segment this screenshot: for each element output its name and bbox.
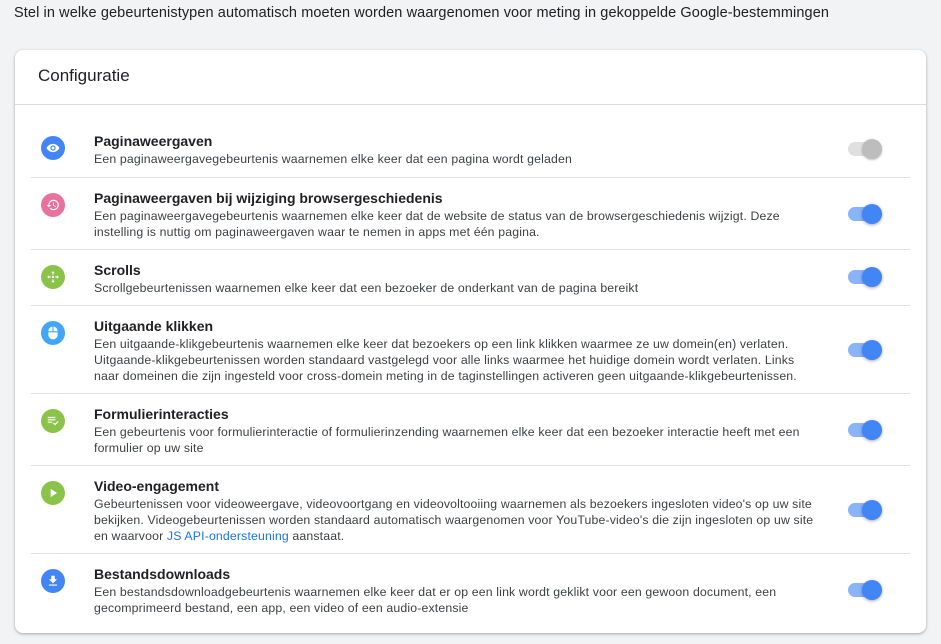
setting-row-history-change: [31, 178, 910, 250]
event-settings-list: [15, 105, 926, 626]
setting-description: Een paginaweergavegebeurtenis waarnemen elke keer dat een pagina wordt geladen: [94, 152, 572, 166]
mouse-icon: [41, 321, 65, 345]
setting-row-scrolls: [31, 250, 910, 306]
setting-row-outbound-clicks: [31, 306, 910, 394]
setting-description: [94, 496, 820, 544]
page-intro-text: Stel in welke gebeurtenistypen automatisch moeten worden waargenomen voor meting in gekoppelde Google-bestemmingen: [14, 5, 830, 21]
setting-title: Paginaweergaven bij wijziging browsergeschiedenis: [94, 190, 443, 206]
video-description-suffix: aanstaat.: [288, 529, 345, 543]
configuration-card: [15, 50, 926, 633]
setting-description: Een uitgaande-klikgebeurtenis waarnemen elke keer dat bezoekers op een link klikken waarmee ze uw domein(en) verlaten. Uitgaande-klikgebeurtenissen worden standaard vastgelegd voor alle links waarmee het huidige domein wordt verlaten. Links naar domeinen die zijn ingesteld voor cross-domein meting in de taginstellingen activeren geen uitgaande-klikgebeurtenissen.: [94, 337, 797, 383]
setting-description: Scrollgebeurtenissen waarnemen elke keer dat een bezoeker de onderkant van de pagina bereikt: [94, 281, 639, 295]
play-icon: [41, 481, 65, 505]
setting-title: Scrolls: [94, 262, 141, 278]
scrolls-toggle[interactable]: [848, 267, 882, 287]
setting-description: Een gebeurtenis voor formulierinteractie of formulierinzending waarnemen elke keer dat een bezoeker interactie heeft met een formulier op uw site: [94, 425, 800, 455]
setting-title: Bestandsdownloads: [94, 566, 231, 582]
video-engagement-toggle[interactable]: [848, 500, 882, 520]
scroll-arrows-icon: [41, 265, 65, 289]
setting-row-video-engagement: [31, 466, 910, 554]
file-downloads-toggle[interactable]: [848, 580, 882, 600]
video-description-text: Gebeurtenissen voor videoweergave, videovoortgang en videovoltooiing waarnemen als bezoekers ingesloten video's op uw site bekijken. Videogebeurtenissen worden standaard automatisch waargenomen voor YouTube-video's die zijn ingesloten op uw site en waarvoor: [94, 497, 814, 543]
setting-description: Een bestandsdownloadgebeurtenis waarnemen elke keer dat er op een link wordt geklikt voor een gewoon document, een gecomprimeerd bestand, een app, een video of een audio-extensie: [94, 585, 777, 615]
setting-title: Paginaweergaven: [94, 133, 213, 149]
card-title: Configuratie: [15, 50, 926, 105]
setting-description: Een paginaweergavegebeurtenis waarnemen elke keer dat de website de status van de browsergeschiedenis wijzigt. Deze instelling is nuttig om paginaweergaven waar te nemen in apps met één pagina.: [94, 209, 780, 239]
setting-row-file-downloads: [31, 554, 910, 626]
history-change-toggle[interactable]: [848, 204, 882, 224]
page-views-toggle[interactable]: [848, 139, 882, 159]
setting-title: Uitgaande klikken: [94, 318, 214, 334]
download-icon: [41, 569, 65, 593]
setting-title: Video-engagement: [94, 478, 219, 494]
setting-title: Formulierinteracties: [94, 406, 229, 422]
setting-row-page-views: [31, 121, 910, 178]
form-check-icon: [41, 409, 65, 433]
history-icon: [41, 193, 65, 217]
setting-row-form-interactions: [31, 394, 910, 466]
eye-icon: [41, 136, 65, 160]
js-api-support-link[interactable]: JS API-ondersteuning: [166, 529, 289, 543]
outbound-clicks-toggle[interactable]: [848, 340, 882, 360]
form-interactions-toggle[interactable]: [848, 420, 882, 440]
